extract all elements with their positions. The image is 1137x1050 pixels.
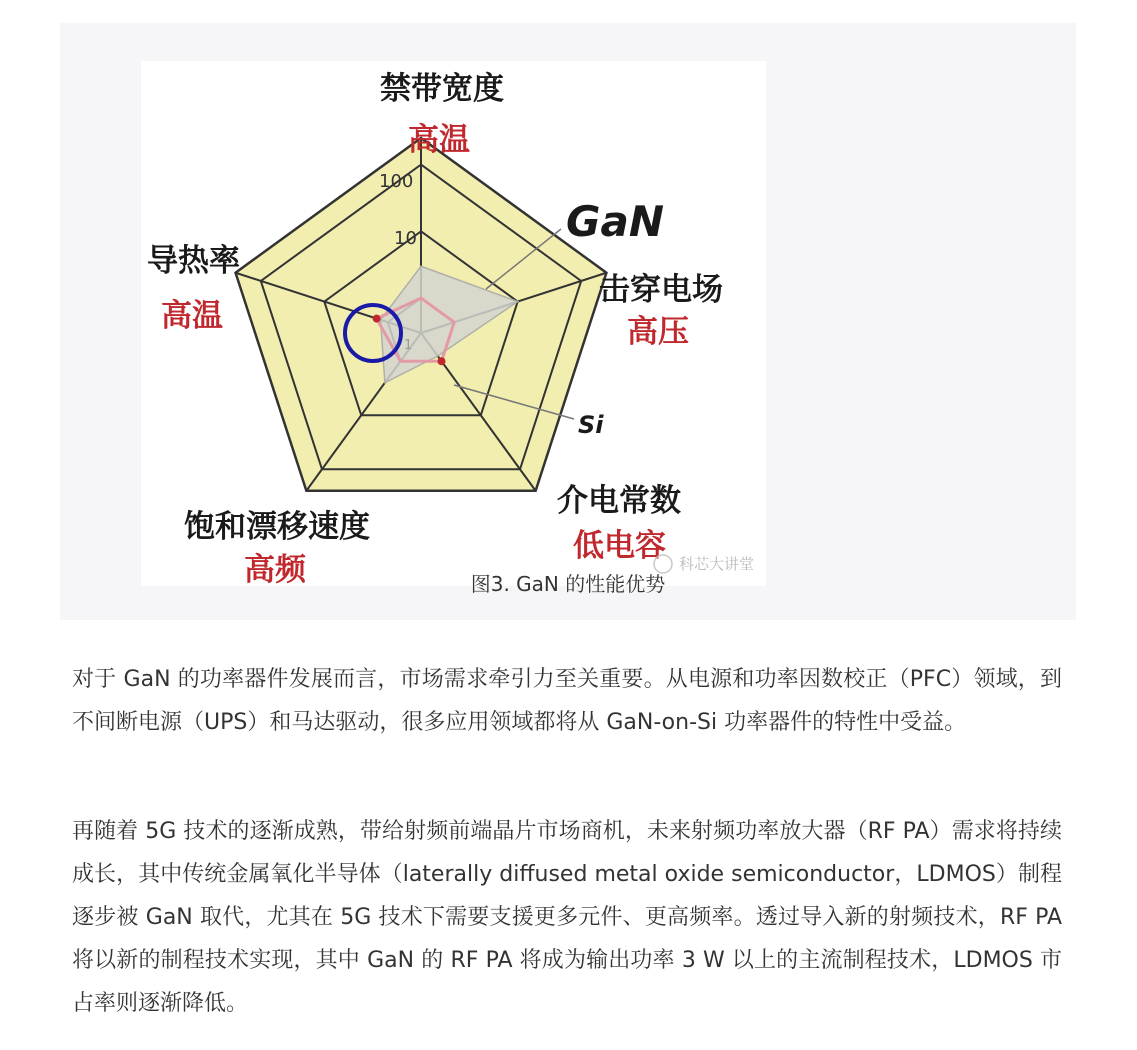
ring-label-100: 100: [379, 171, 414, 192]
benefit-label-breakdown: 高压: [627, 314, 689, 350]
paragraph-2: 再随着 5G 技术的逐渐成熟，带给射频前端晶片市场商机，未来射频功率放大器（RF PA）需求将持续成长，其中传统金属氧化半导体（laterally diffused metal oxide semiconductor，LDMOS）制程逐步被 GaN 取代，尤其在 5G 技术下需要支援更多元件、更高频率。透过导入新的射频技术，RF PA 将以新的制程技术实现，其中 GaN 的 RF PA 将成为输出功率 3 W 以上的主流制程技术，LDMOS 市占率则逐渐降低。: [72, 819, 1062, 1016]
axis-label-dielectric: 介电常数: [557, 483, 681, 519]
axis-label-breakdown: 击穿电场: [599, 272, 723, 308]
benefit-label-dielectric: 低电容: [573, 528, 666, 564]
ring-label-1: 1: [404, 338, 413, 353]
figure-container: [60, 23, 1076, 620]
ring-label-10: 10: [394, 228, 417, 249]
si-vertex-mark-4: [373, 315, 381, 323]
si-vertex-mark-2: [438, 357, 446, 365]
si-series-label: Si: [578, 411, 604, 439]
radar-chart: [141, 61, 766, 586]
axis-label-thermal: 导热率: [147, 243, 240, 279]
axis-label-drift-velocity: 饱和漂移速度: [184, 509, 370, 545]
radar-chart-image: [141, 61, 766, 586]
gan-series-label: GaN: [566, 197, 664, 246]
watermark-text: 科芯大讲堂: [679, 555, 755, 573]
paragraph-1: 对于 GaN 的功率器件发展而言，市场需求牵引力至关重要。从电源和功率因数校正（PFC）领域，到不间断电源（UPS）和马达驱动，很多应用领域都将从 GaN-on-Si 功率器件的特性中受益。: [72, 667, 1062, 735]
benefit-label-thermal: 高温: [161, 298, 223, 334]
figure-caption: 图3. GaN 的性能优势: [470, 572, 666, 596]
benefit-label-bandgap: 高温: [408, 122, 470, 158]
benefit-label-drift-velocity: 高频: [244, 552, 306, 586]
axis-label-bandgap: 禁带宽度: [380, 71, 504, 107]
